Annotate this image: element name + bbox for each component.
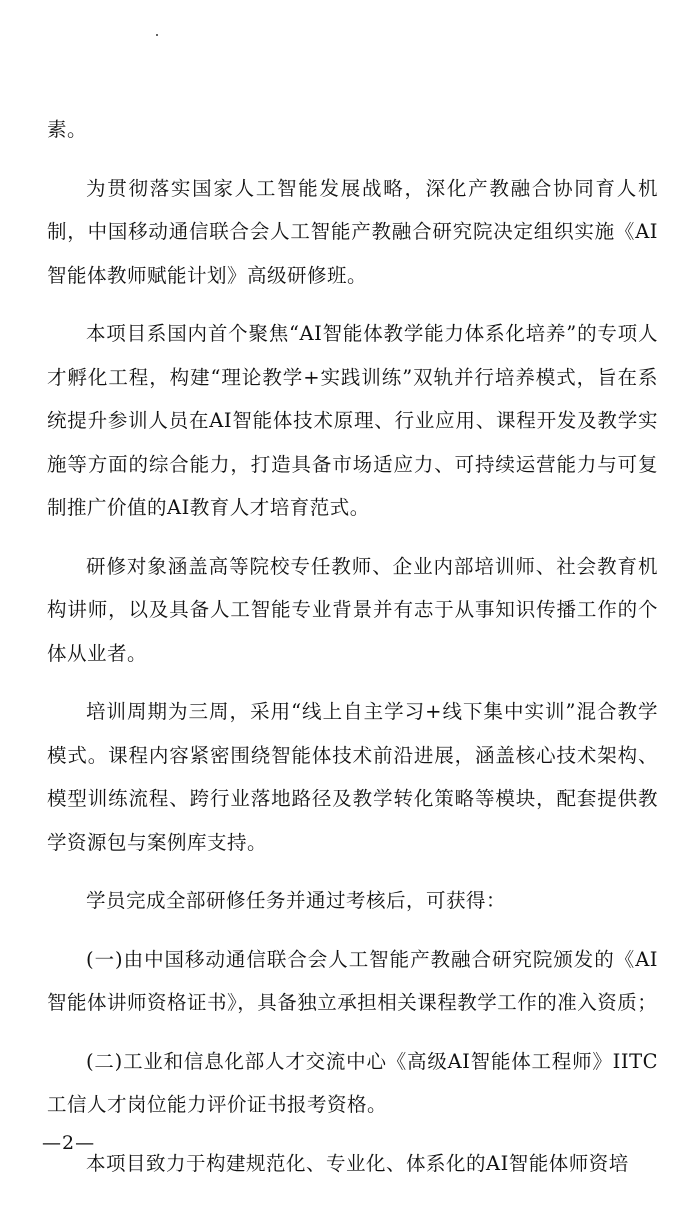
paragraph-certificate-two: (二)工业和信息化部人才交流中心《高级AI智能体工程师》IITC工信人才岗位能力评价证书报考资格。 bbox=[47, 1049, 658, 1116]
scan-speck bbox=[156, 34, 158, 36]
page-number: —2— bbox=[42, 1132, 96, 1154]
paragraph-training-period: 培训周期为三周，采用“线上自主学习+线下集中实训”混合教学模式。课程内容紧密围绕智能体技术前沿进展，涵盖核心技术架构、模型训练流程、跨行业落地路径及教学转化策略等模块，配套提供教学资源包与案例库支持。 bbox=[47, 700, 658, 854]
paragraph-certificate-one: (一)由中国移动通信联合会人工智能产教融合研究院颁发的《AI智能体讲师资格证书》，具备独立承担相关课程教学工作的准入资质； bbox=[47, 947, 658, 1014]
paragraph-target-audience: 研修对象涵盖高等院校专任教师、企业内部培训师、社会教育机构讲师，以及具备人工智能专业背景并有志于从事知识传播工作的个体从业者。 bbox=[47, 554, 658, 665]
paragraph-certificates-intro: 学员完成全部研修任务并通过考核后，可获得： bbox=[86, 889, 507, 912]
document-body bbox=[47, 108, 658, 1185]
paragraph-project-goal: 本项目致力于构建规范化、专业化、体系化的AI智能体师资培 bbox=[86, 1151, 629, 1175]
paragraph-continuation: 素。 bbox=[47, 118, 88, 141]
paragraph-project-overview: 本项目系国内首个聚焦“AI智能体教学能力体系化培养”的专项人才孵化工程，构建“理论教学+实践训练”双轨并行培养模式，旨在系统提升参训人员在AI智能体技术原理、行业应用、课程开发及教学实施等方面的综合能力，打造具备市场适应力、可持续运营能力与可复制推广价值的AI教育人才培育范式。 bbox=[47, 322, 658, 519]
paragraph-strategy: 为贯彻落实国家人工智能发展战略，深化产教融合协同育人机制，中国移动通信联合会人工智能产教融合研究院决定组织实施《AI智能体教师赋能计划》高级研修班。 bbox=[47, 176, 658, 287]
